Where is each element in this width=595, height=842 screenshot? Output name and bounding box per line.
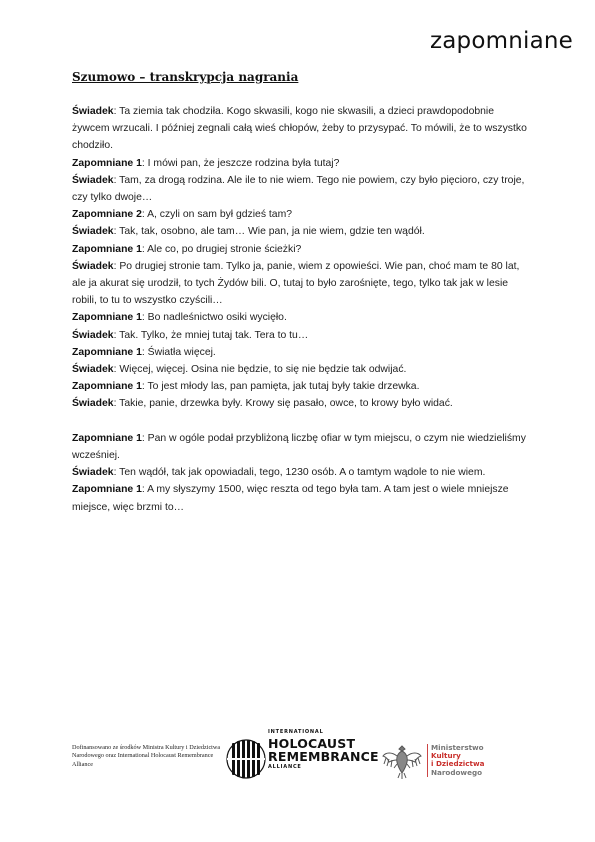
speaker-label: Zapomniane 1: [72, 381, 142, 393]
section-gap: [72, 413, 534, 430]
utterance-text: : Tak, tak, osobno, ale tam… Wie pan, ja nie wiem, gdzie ten wądół.: [113, 226, 425, 238]
utterance-text: : A, czyli on sam był gdzieś tam?: [141, 209, 293, 221]
mkidn-line-4: Narodowego: [431, 767, 483, 777]
speaker-label: Zapomniane 1: [72, 157, 142, 169]
polish-eagle-icon: [380, 740, 424, 784]
speaker-label: Zapomniane 1: [72, 312, 142, 324]
transcript-section-2: [72, 430, 534, 516]
speaker-label: Świadek: [72, 329, 114, 341]
speaker-label: Zapomniane 1: [72, 346, 142, 358]
transcript-line: [72, 206, 534, 223]
speaker-label: Zapomniane 1: [72, 243, 142, 255]
utterance-text: : Tam, za drogą rodzina. Ale ile to nie wiem. Tego nie powiem, czy było pięcioro, czy troje, czy tylko dwoje…: [72, 174, 525, 204]
transcript-line: [72, 464, 534, 481]
ihra-line-1: INTERNATIONAL: [268, 729, 324, 735]
brand-logo: zapomniane: [429, 28, 573, 54]
transcript-line: [72, 103, 534, 155]
utterance-text: : I mówi pan, że jeszcze rodzina była tutaj?: [141, 157, 340, 169]
transcript-line: [72, 309, 534, 326]
ihra-line-2: HOLOCAUST: [268, 736, 356, 751]
transcript-section-1: [72, 103, 534, 413]
mkidn-line-3: i Dziedzictwa: [431, 759, 485, 769]
ihra-line-4: ALLIANCE: [268, 764, 302, 770]
speaker-label: Zapomniane 1: [72, 432, 142, 444]
speaker-label: Świadek: [72, 260, 114, 272]
utterance-text: : A my słyszymy 1500, więc reszta od tego była tam. A tam jest o wiele mniejsze miejsce, więc brzmi to…: [72, 484, 509, 513]
transcript-body: [72, 103, 534, 516]
transcript-line: [72, 155, 534, 172]
utterance-text: : Więcej, więcej. Osina nie będzie, to się nie będzie tak odwijać.: [113, 364, 407, 376]
utterance-text: : Takie, panie, drzewka były. Krowy się pasało, owce, to krowy było widać.: [113, 398, 453, 410]
transcript-line: [72, 430, 534, 464]
speaker-label: Świadek: [72, 398, 114, 410]
ihra-wordmark: [268, 730, 379, 770]
speaker-label: Zapomniane 2: [72, 209, 142, 221]
mkidn-line-1: Ministerstwo: [431, 743, 484, 752]
utterance-text: : To jest młody las, pan pamięta, jak tutaj były takie drzewka.: [141, 381, 420, 393]
speaker-label: Świadek: [72, 106, 114, 117]
utterance-text: : Bo nadleśnictwo osiki wycięło.: [141, 312, 287, 324]
transcript-line: [72, 258, 534, 310]
transcript-line: [72, 344, 534, 361]
document-title: Szumowo – transkrypcja nagrania: [72, 70, 299, 84]
utterance-text: : Światła więcej.: [141, 346, 216, 358]
speaker-label: Świadek: [72, 226, 114, 238]
utterance-text: : Tak. Tylko, że mniej tutaj tak. Tera to tu…: [113, 329, 309, 341]
utterance-text: : Pan w ogóle podał przybliżoną liczbę ofiar w tym miejscu, o czym nie wiedzieliśmy wcześniej.: [72, 432, 526, 462]
ihra-line-3: REMEMBRANCE: [268, 749, 379, 764]
speaker-label: Świadek: [72, 364, 114, 376]
mkidn-line-2: Kultury: [431, 751, 461, 761]
transcript-line: [72, 481, 534, 515]
transcript-line: [72, 361, 534, 378]
ministry-wordmark: [427, 744, 484, 777]
transcript-line: [72, 395, 534, 412]
transcript-line: [72, 241, 534, 258]
utterance-text: : Ale co, po drugiej stronie ścieżki?: [141, 243, 302, 255]
funding-note: Dofinansowano ze środków Ministra Kultury i Dziedzictwa Narodowego oraz International Holocaust Remembrance Alliance: [72, 744, 221, 768]
transcript-line: [72, 172, 534, 206]
speaker-label: Zapomniane 1: [72, 484, 142, 496]
transcript-line: [72, 327, 534, 344]
speaker-label: Świadek: [72, 174, 114, 186]
transcript-line: [72, 223, 534, 240]
transcript-line: [72, 378, 534, 395]
utterance-text: : Ta ziemia tak chodziła. Kogo skwasili, kogo nie skwasili, a dzieci prawdopodobnie żywcem wrzucali. I później zegnali całą wieś chłopów, żeby to przysypać. To mówili, że to wszystko chodziło.: [72, 106, 527, 152]
utterance-text: : Ten wądół, tak jak opowiadali, tego, 1230 osób. A o tamtym wądole to nie wiem.: [113, 467, 486, 479]
speaker-label: Świadek: [72, 467, 114, 479]
utterance-text: : Po drugiej stronie tam. Tylko ja, panie, wiem z opowieści. Wie pan, choć mam te 80 lat, ale ja akurat się urodził, to tych Żydów bili. O, tutaj to było zarośnięte, tego, tylko tak jak w lesie robili, to tu to wszystko czyścili…: [72, 260, 520, 307]
